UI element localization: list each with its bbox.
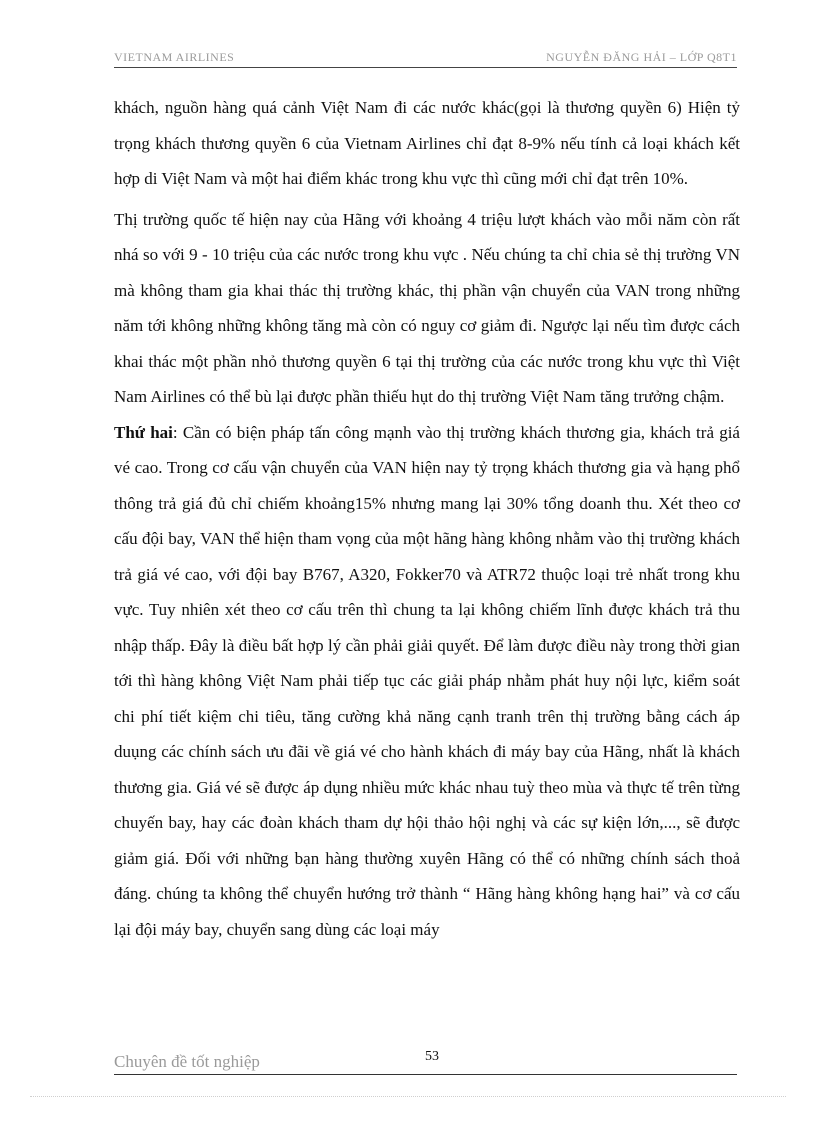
paragraph-1	[114, 90, 740, 197]
page-number: 53	[425, 1049, 439, 1064]
paragraph-1-text: khách, nguồn hàng quá cảnh Việt Nam đi các nước khác(gọi là thương quyền 6) Hiện tỷ trọng khách thương quyền 6 của Vietnam Airlines chỉ đạt 8-9% nếu tính cả loại khách kết hợp di Việt Nam và một hai điểm khác trong khu vực thì cũng mới chỉ đạt trên 10%.	[114, 98, 740, 188]
document-body	[114, 90, 740, 947]
paragraph-3	[114, 415, 740, 948]
footer-title: Chuyên đề tốt nghiệp	[114, 1052, 260, 1071]
header-left-text: VIETNAM AIRLINES	[114, 50, 235, 64]
page-footer	[114, 1049, 737, 1075]
page-header	[114, 49, 737, 68]
paragraph-3-label: Thứ hai	[114, 422, 173, 442]
paragraph-2	[114, 202, 740, 415]
page-boundary-divider	[30, 1096, 786, 1097]
paragraph-3-text: : Cần có biện pháp tấn công mạnh vào thị trường khách thương gia, khách trả giá vé cao. Trong cơ cấu vận chuyển của VAN hiện nay tỷ trọng khách thương gia và hạng phổ thông trả giá đủ chỉ chiếm khoảng15% nhưng mang lại 30% tổng doanh thu. Xét theo cơ cấu đội bay, VAN thể hiện tham vọng của một hãng hàng không nhằm vào thị trường khách trả giá vé cao, với đội bay B767, A320, Fokker70 và ATR72 thuộc loại trẻ nhất trong khu vực. Tuy nhiên xét theo cơ cấu trên thì chung ta lại không chiếm lĩnh được khách trả thu nhập thấp. Đây là điều bất hợp lý cần phải giải quyết. Để làm được điều này trong thời gian tới thì hàng không Việt Nam phải tiếp tục các giải pháp nhằm phát huy nội lực, kiểm soát chi phí tiết kiệm chi tiêu, tăng cường khả năng cạnh tranh trên thị trường bằng cách áp duụng các chính sách ưu đãi về giá vé cho hành khách đi máy bay của Hãng, nhất là khách thương gia. Giá vé sẽ được áp dụng nhiều mức khác nhau tuỳ theo mùa và thực tế trên từng chuyến bay, hay các đoàn khách tham dự hội thảo hội nghị và các sự kiện lớn,..., sẽ được giảm giá. Đối với những bạn hàng thường xuyên Hãng có thể có những chính sách thoả đáng. chúng ta không thể chuyển hướng trở thành “ Hãng hàng không hạng hai” và cơ cấu lại đội máy bay, chuyển sang dùng các loại máy	[114, 422, 740, 939]
paragraph-2-text: Thị trường quốc tế hiện nay của Hãng với khoảng 4 triệu lượt khách vào mỗi năm còn rất nhá so với 9 - 10 triệu của các nước trong khu vực . Nếu chúng ta chỉ chia sẻ thị trường VN mà không tham gia khai thác thị trường khác, thị phần vận chuyển của VAN trong những năm tới không những không tăng mà còn có nguy cơ giảm đi. Ngược lại nếu tìm được cách khai thác một phần nhỏ thương quyền 6 tại thị trường của các nước trong khu vực thì Việt Nam Airlines có thể bù lại được phần thiếu hụt do thị trường Việt Nam tăng trưởng chậm.	[114, 209, 740, 406]
header-right-text: NGUYỄN ĐĂNG HẢI – LỚP Q8T1	[546, 50, 737, 64]
